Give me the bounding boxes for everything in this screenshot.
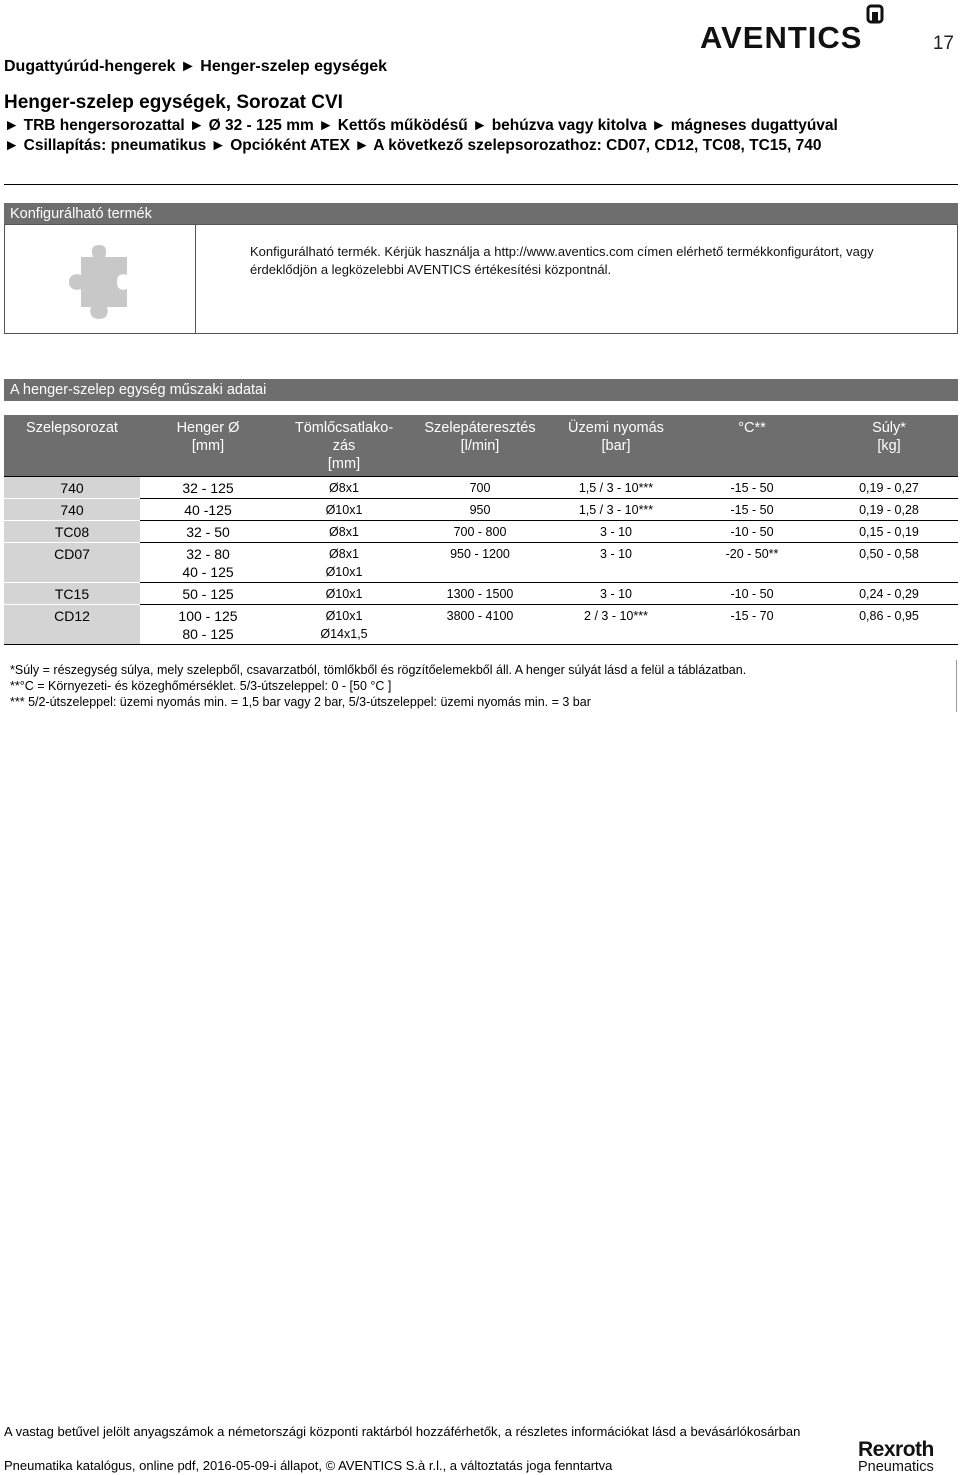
col-header: Szelepáteresztés [l/min] bbox=[412, 415, 548, 477]
table-cell: 1,5 / 3 - 10*** bbox=[548, 477, 684, 499]
table-cell: 3 - 10 bbox=[548, 521, 684, 543]
table-cell: 3 - 10 bbox=[548, 543, 684, 583]
breadcrumb: Dugattyúrúd-hengerek ► Henger-szelep egységek bbox=[4, 58, 388, 75]
table-cell: 3800 - 4100 bbox=[412, 605, 548, 645]
table-cell: Ø10x1 bbox=[276, 499, 412, 521]
footnote: *Súly = részegység súlya, mely szelepből, csavarzatból, tömlőkből és rögzítőelemekből áll. A henger súlyát lásd a felül a táblázatban. bbox=[10, 663, 747, 677]
config-text: Konfigurálható termék. Kérjük használja a http://www.aventics.com címen elérhető termékkonfigurátort, vagy érdeklődjön a legközelebbi AVENTICS értékesítési központnál. bbox=[250, 244, 874, 277]
table-cell: 0,24 - 0,29 bbox=[820, 583, 958, 605]
table-cell: 700 bbox=[412, 477, 548, 499]
footer-copyright: Pneumatika katalógus, online pdf, 2016-05-09-i állapot, © AVENTICS S.à r.l., a változtatás joga fenntartva bbox=[4, 1458, 613, 1473]
table-cell: 2 / 3 - 10*** bbox=[548, 605, 684, 645]
table-cell: -15 - 70 bbox=[684, 605, 820, 645]
table-row bbox=[4, 521, 958, 543]
page-title: Henger-szelep egységek, Sorozat CVI bbox=[4, 92, 343, 113]
table-cell: 0,50 - 0,58 bbox=[820, 543, 958, 583]
footer-availability-note: A vastag betűvel jelölt anyagszámok a németországi központi raktárból hozzáférhetők, a részletes információkat lásd a bevásárlókosárban bbox=[4, 1424, 801, 1439]
table-cell: -10 - 50 bbox=[684, 583, 820, 605]
spec-table-header-row bbox=[4, 415, 958, 477]
table-cell: Ø8x1 bbox=[276, 521, 412, 543]
table-cell: 950 - 1200 bbox=[412, 543, 548, 583]
table-cell: 32 - 125 bbox=[140, 477, 276, 499]
table-cell: Ø8x1 Ø10x1 bbox=[276, 543, 412, 583]
table-cell: 740 bbox=[4, 499, 140, 521]
config-divider bbox=[195, 225, 196, 333]
col-header: Súly* [kg] bbox=[820, 415, 958, 477]
table-cell: TC15 bbox=[4, 583, 140, 605]
svg-text:AVENTICS: AVENTICS bbox=[700, 20, 863, 50]
table-cell: 50 - 125 bbox=[140, 583, 276, 605]
table-cell: 3 - 10 bbox=[548, 583, 684, 605]
table-cell: 0,86 - 0,95 bbox=[820, 605, 958, 645]
table-row bbox=[4, 477, 958, 499]
rexroth-logo: Rexroth bbox=[858, 1438, 934, 1461]
col-header: Üzemi nyomás [bar] bbox=[548, 415, 684, 477]
table-cell: Ø8x1 bbox=[276, 477, 412, 499]
table-cell: 32 - 50 bbox=[140, 521, 276, 543]
table-row bbox=[4, 499, 958, 521]
config-box bbox=[4, 224, 958, 334]
divider bbox=[4, 184, 958, 185]
spec-section-header: A henger-szelep egység műszaki adatai bbox=[4, 379, 958, 401]
config-section-header: Konfigurálható termék bbox=[4, 203, 958, 225]
table-cell: 700 - 800 bbox=[412, 521, 548, 543]
table-cell: 0,19 - 0,28 bbox=[820, 499, 958, 521]
footnote: **°C = Környezeti- és közeghőmérséklet. 5/3-útszeleppel: 0 - [50 °C ] bbox=[10, 679, 392, 693]
table-cell: 100 - 125 80 - 125 bbox=[140, 605, 276, 645]
col-header: Henger Ø [mm] bbox=[140, 415, 276, 477]
table-cell: -15 - 50 bbox=[684, 477, 820, 499]
table-cell: 32 - 80 40 - 125 bbox=[140, 543, 276, 583]
subtitle-line-1: ► TRB hengersorozattal ► Ø 32 - 125 mm ► Kettős működésű ► behúzva vagy kitolva ► mágneses dugattyúval bbox=[4, 117, 838, 134]
table-row bbox=[4, 605, 958, 645]
subtitle-line-2: ► Csillapítás: pneumatikus ► Opcióként ATEX ► A következő szelepsorozathoz: CD07, CD12, TC08, TC15, 740 bbox=[4, 137, 822, 154]
col-header: Szelepsorozat bbox=[4, 415, 140, 477]
table-cell: Ø10x1 Ø14x1,5 bbox=[276, 605, 412, 645]
table-cell: CD12 bbox=[4, 605, 140, 645]
col-header: Tömlőcsatlako- zás [mm] bbox=[276, 415, 412, 477]
aventics-logo bbox=[700, 2, 890, 50]
table-cell: 1300 - 1500 bbox=[412, 583, 548, 605]
table-cell: TC08 bbox=[4, 521, 140, 543]
table-row bbox=[4, 583, 958, 605]
spec-table bbox=[4, 415, 958, 645]
col-header: °C** bbox=[684, 415, 820, 477]
spec-table-body bbox=[4, 477, 958, 645]
rexroth-pneumatics-label: Pneumatics bbox=[858, 1459, 934, 1475]
table-cell: 40 -125 bbox=[140, 499, 276, 521]
table-cell: -15 - 50 bbox=[684, 499, 820, 521]
table-cell: 0,19 - 0,27 bbox=[820, 477, 958, 499]
puzzle-icon bbox=[61, 237, 141, 325]
table-cell: -10 - 50 bbox=[684, 521, 820, 543]
table-cell: Ø10x1 bbox=[276, 583, 412, 605]
table-cell: CD07 bbox=[4, 543, 140, 583]
table-cell: -20 - 50** bbox=[684, 543, 820, 583]
page-number: 17 bbox=[932, 33, 954, 54]
table-cell: 740 bbox=[4, 477, 140, 499]
table-row bbox=[4, 543, 958, 583]
notes-divider bbox=[956, 660, 957, 712]
table-cell: 0,15 - 0,19 bbox=[820, 521, 958, 543]
table-cell: 1,5 / 3 - 10*** bbox=[548, 499, 684, 521]
table-cell: 950 bbox=[412, 499, 548, 521]
footnotes bbox=[10, 662, 746, 710]
footnote: *** 5/2-útszeleppel: üzemi nyomás min. = 1,5 bar vagy 2 bar, 5/3-útszeleppel: üzemi nyomás min. = 3 bar bbox=[10, 695, 591, 709]
